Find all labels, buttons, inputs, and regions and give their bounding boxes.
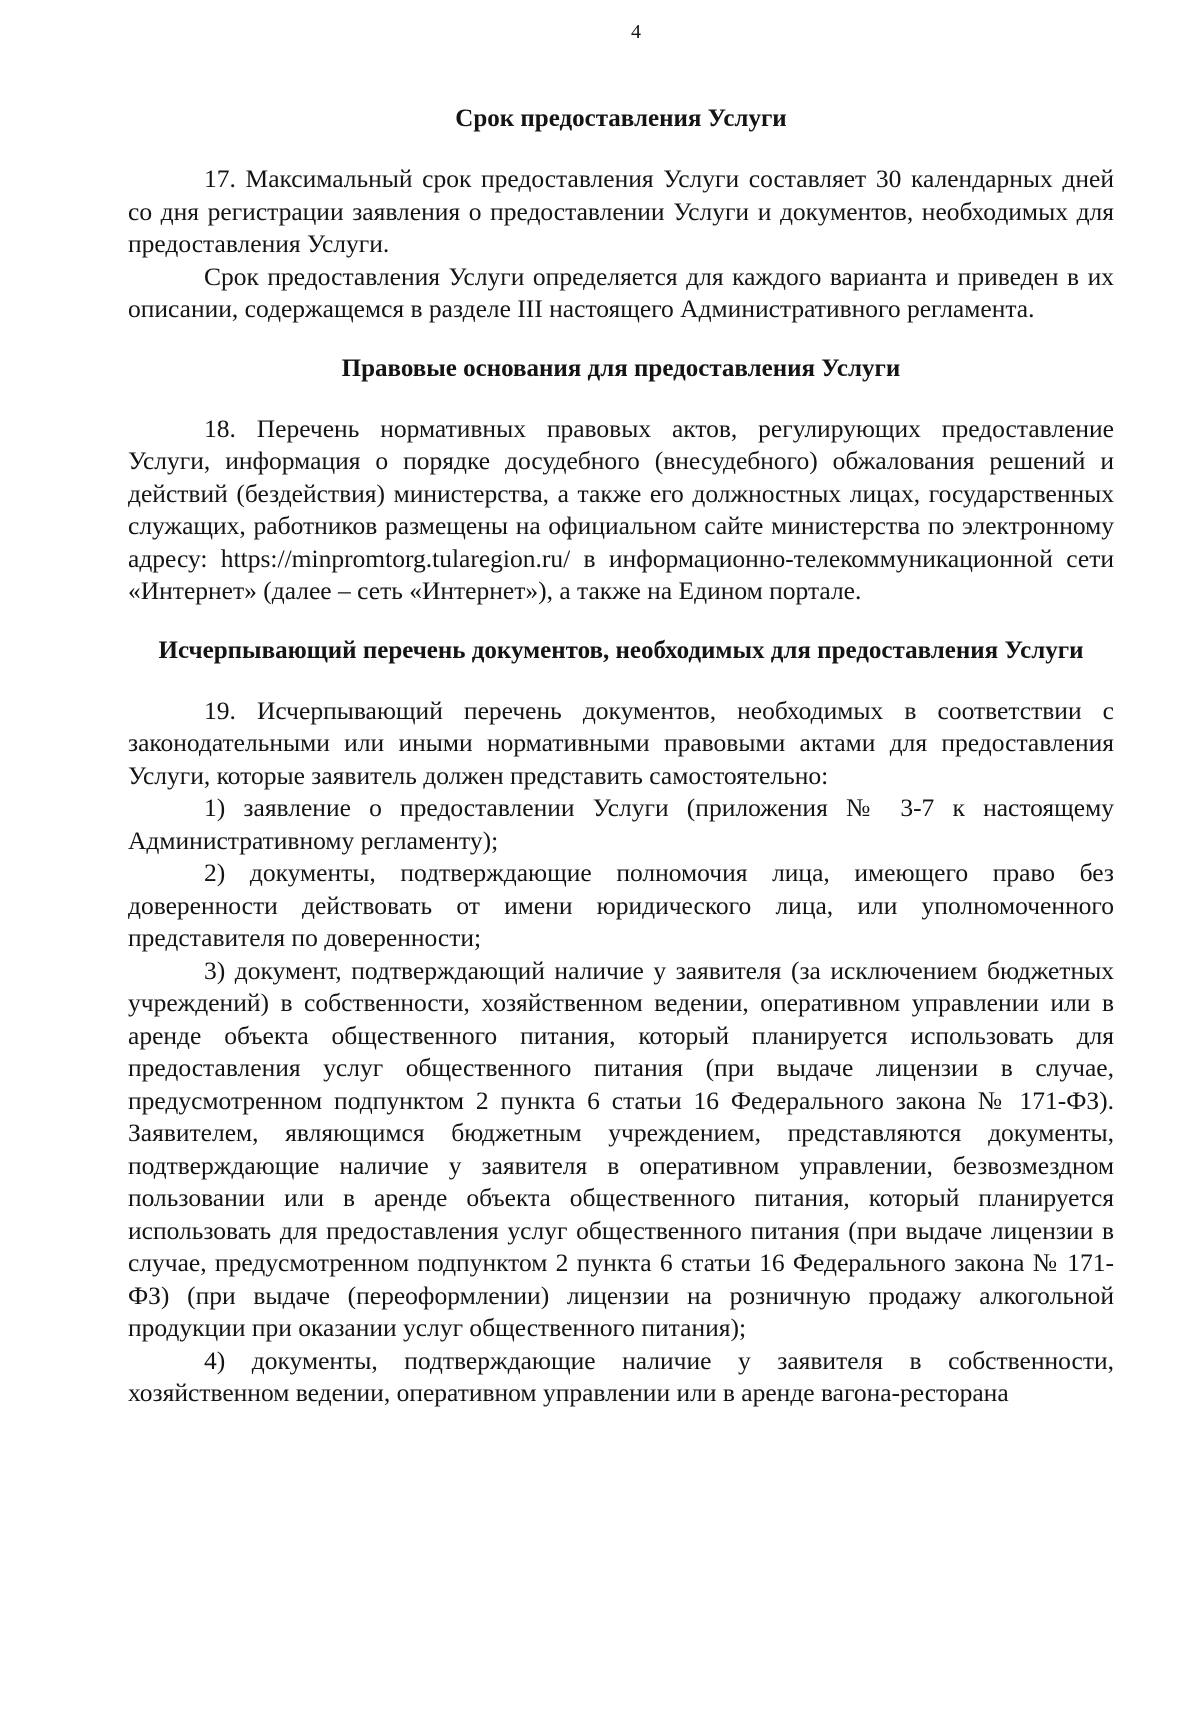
list-item-3: 3) документ, подтверждающий наличие у заявителя (за исключением бюджетных учреждений) в собственности, хозяйственном ведении, оперативном управлении или в аренде объекта общественного питания, который планируется использовать для предоставления услуг общественного питания (при выдаче лицензии в случае, предусмотренном подпунктом 2 пункта 6 статьи 16 Федерального закона № 171-ФЗ). Заявителем, являющимся бюджетным учреждением, представляются документы, подтверждающие наличие у заявителя в оперативном управлении, безвозмездном пользовании или в аренде объекта общественного питания, который планируется использовать для предоставления услуг общественного питания (при выдаче лицензии в случае, предусмотренном подпунктом 2 пункта 6 статьи 16 Федерального закона № 171-ФЗ) (при выдаче (переоформлении) лицензии на розничную продажу алкогольной продукции при оказании услуг общественного питания); — [128, 955, 1114, 1342]
section-heading-legal-basis: Правовые основания для предоставления Услуги — [341, 354, 901, 382]
list-item-2: 2) документы, подтверждающие полномочия лица, имеющего право без доверенности действовать от имени юридического лица, или уполномоченного представителя по доверенности; — [128, 858, 1114, 952]
paragraph-term-variants: Срок предоставления Услуги определяется для каждого варианта и приведен в их описании, содержащемся в разделе III настоящего Административного регламента. — [128, 261, 1114, 323]
section-heading-term: Срок предоставления Услуги — [455, 105, 787, 132]
section-heading-documents-list: Исчерпывающий перечень документов, необходимых для предоставления Услуги — [158, 636, 1084, 664]
paragraph-19: 19. Исчерпывающий перечень документов, необходимых в соответствии с законодательными или иными нормативными правовыми актами для предоставления Услуги, которые заявитель должен представить самостоятельно: — [128, 695, 1114, 790]
list-item-1: 1) заявление о предоставлении Услуги (приложения № 3-7 к настоящему Административному регламенту); — [128, 793, 1114, 855]
paragraph-17: 17. Максимальный срок предоставления Услуги составляет 30 календарных дней со дня регистрации заявления о предоставлении Услуги и документов, необходимых для предоставления Услуги. — [128, 164, 1114, 258]
page-number: 4 — [631, 21, 641, 43]
paragraph-18: 18. Перечень нормативных правовых актов, регулирующих предоставление Услуги, информация о порядке досудебного (внесудебного) обжалования решений и действий (бездействия) министерства, а также его должностных лицах, государственных служащих, работников размещены на официальном сайте министерства по электронному адресу: https://minpromtorg.tularegion.ru/ в информационно-телекоммуникационной сети «Интернет» (далее – сеть «Интернет»), а также на Едином портале. — [128, 413, 1114, 605]
list-item-4: 4) документы, подтверждающие наличие у заявителя в собственности, хозяйственном ведении, оперативном управлении или в аренде вагона-ресторана — [128, 1345, 1114, 1407]
